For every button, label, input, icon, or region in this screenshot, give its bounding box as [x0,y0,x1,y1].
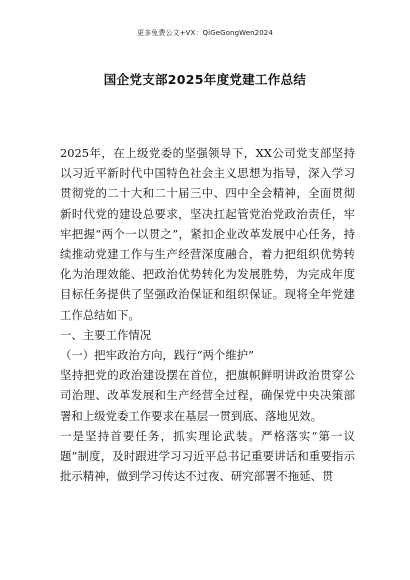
subsection-heading: （一）把牢政治方向，践行“两个维护” [60,348,254,363]
body-paragraph: 一是坚持首要任务，抓实理论武装。严格落实“第一议题”制度，及时跟进学习习近平总书记重要讲话和重要指示批示精神，做到学习传达不过夜、研究部署不拖延、贯 [60,428,355,484]
header-note: 更多免费公文+VX：QiGeGongWen2024 [137,29,273,37]
section-heading: 一、主要工作情况 [60,327,152,342]
document-body [60,143,355,486]
document-title: 国企党支部2025年度党建工作总结 [103,72,307,87]
body-paragraph: 坚持把党的政治建设摆在首位，把旗帜鲜明讲政治贯穿公司治理、改革发展和生产经营全过程，确保党中央决策部署和上级党委工作要求在基层一贯到底、落地见效。 [60,368,355,423]
intro-paragraph: 2025年，在上级党委的坚强领导下，XX公司党支部坚持以习近平新时代中国特色社会主义思想为指导，深入学习贯彻党的二十大和二十届三中、四中全会精神，全面贯彻新时代党的建设总要求，坚决扛起管党治党政治责任，牢牢把握“两个一以贯之”，紧扣企业改革发展中心任务，持续推动党建工作与生产经营深度融合，着力把组织优势转化为治理效能、把政治优势转化为发展胜势，为完成年度目标任务提供了坚强政治保证和组织保证。现将全年党建工作总结如下。 [60,146,355,322]
